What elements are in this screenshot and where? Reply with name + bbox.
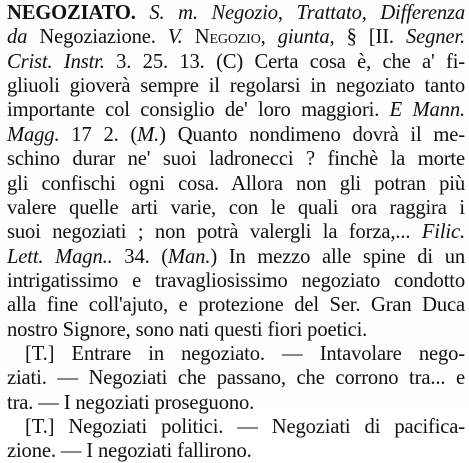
definition-line xyxy=(0,123,469,147)
definition-line xyxy=(0,293,469,317)
text-segment: 3. 25. 13. (C) Certa cosa è, che a' fi- xyxy=(104,50,465,73)
politics-line xyxy=(0,415,469,439)
text-segment: alla fine coll'ajuto, e protezione del Ser. Gran Duca xyxy=(7,294,465,317)
text-segment: giunta xyxy=(277,26,330,49)
definition-line xyxy=(0,269,469,293)
text-segment: V. xyxy=(167,26,183,49)
text-segment xyxy=(136,2,150,24)
text-segment: [T.] Negoziati politici. — Negoziati di pacifica- xyxy=(25,416,465,438)
text-segment: [T.] Entrare in negoziato. — Intavolare nego- xyxy=(25,342,465,365)
definition-line xyxy=(0,147,469,171)
text-segment: Crist. Instr. xyxy=(7,50,105,73)
definition-line xyxy=(0,1,469,25)
definition-line xyxy=(0,196,469,220)
text-segment: 34. ( xyxy=(112,245,169,268)
text-segment: E Mann. xyxy=(389,99,465,122)
definition-line xyxy=(0,98,469,122)
text-segment: ziati. — Negoziati che passano, che corrono tra... e xyxy=(7,367,465,390)
definition-line xyxy=(0,245,469,269)
text-segment: gli confischi ogni cosa. Allora non gli potran più xyxy=(7,172,465,195)
phrase-line xyxy=(0,342,469,366)
text-segment: S. m. Negozio, Trattato, Differenza xyxy=(149,2,465,24)
text-segment: Segner. xyxy=(406,26,466,49)
text-segment: schino durar ne' suoi ladronecci ? finchè la morte xyxy=(7,148,465,171)
definition-line xyxy=(0,172,469,196)
text-segment: da xyxy=(7,26,28,49)
text-segment: suoi negoziati ; non potrà valergli la forza,... xyxy=(7,221,422,244)
text-segment: ) Quanto nondimeno dovrà il me- xyxy=(159,123,465,146)
text-segment: Man. xyxy=(168,245,211,268)
text-segment: valere quelle arti varie, con le quali ora raggira i xyxy=(7,196,465,219)
text-segment: , xyxy=(260,26,278,49)
text-segment: ) In mezzo alle spine di un xyxy=(210,245,465,268)
phrase-line xyxy=(0,391,469,415)
text-segment: Lett. Magn.. xyxy=(7,245,113,268)
text-segment: Filic. xyxy=(421,221,465,244)
text-segment: , § [II. xyxy=(329,26,406,49)
text-segment: nostro Signore, sono nati questi fiori poetici. xyxy=(7,318,368,341)
definition-line xyxy=(0,25,469,49)
text-segment: M. xyxy=(137,123,160,146)
text-segment: zione. — I negoziati fallirono. xyxy=(7,440,252,463)
headword: NEGOZIATO. xyxy=(7,2,136,24)
text-segment: tra. — I negoziati proseguono. xyxy=(7,391,255,414)
phrase-line xyxy=(0,366,469,390)
text-segment: Negozio xyxy=(182,26,261,49)
text-segment: importante col consiglio de' loro maggiori. xyxy=(7,99,390,122)
text-segment: intrigatissimo e travagliosissimo negoziato condotto xyxy=(7,269,465,292)
text-segment: Negoziazione. xyxy=(27,26,168,49)
definition-line xyxy=(0,50,469,74)
definition-line xyxy=(0,318,469,342)
politics-line xyxy=(0,439,469,463)
text-segment: 17 2. ( xyxy=(59,123,138,146)
text-segment: gliuoli gioverà sempre il regolarsi in negoziato tanto xyxy=(7,75,465,98)
definition-line xyxy=(0,220,469,244)
text-segment: Magg. xyxy=(7,123,60,146)
definition-line xyxy=(0,74,469,98)
